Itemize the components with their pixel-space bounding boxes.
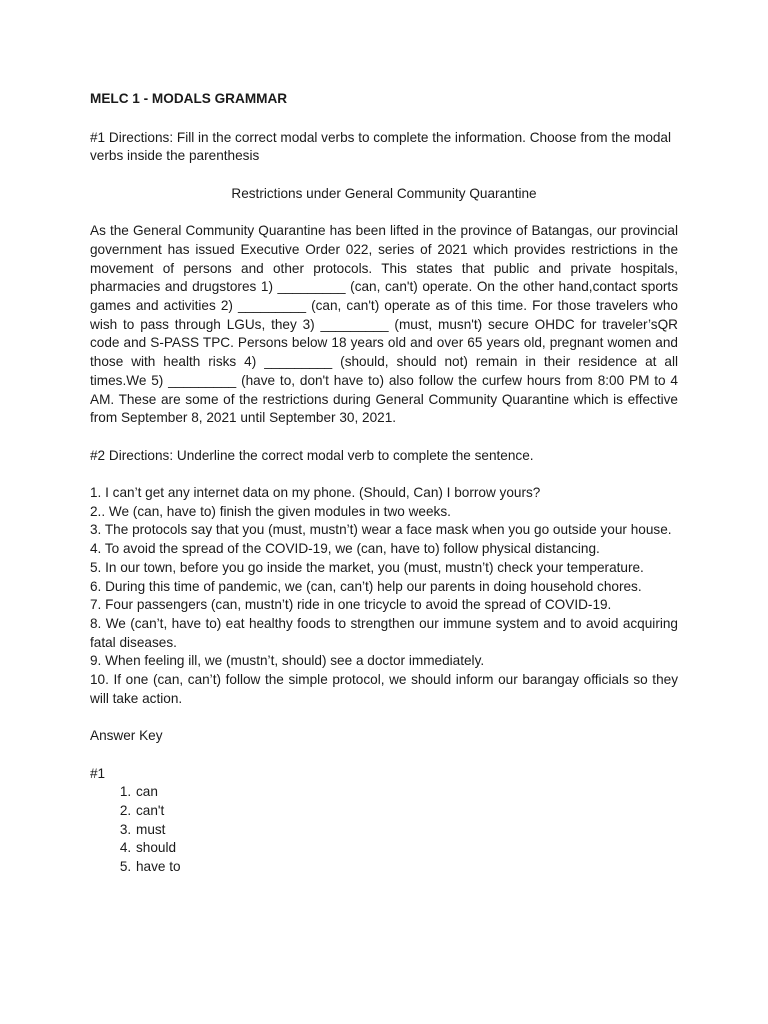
- part2-directions: #2 Directions: Underline the correct modal verb to complete the sentence.: [90, 447, 534, 463]
- answer-item: 5. have to: [135, 858, 678, 877]
- passage-title: Restrictions under General Community Quarantine: [231, 185, 537, 201]
- list-item: 4. To avoid the spread of the COVID-19, we (can, have to) follow physical distancing.: [90, 541, 600, 557]
- list-item: 10. If one (can, can’t) follow the simple protocol, we should inform our barangay officials so they will take action.: [90, 672, 678, 706]
- list-item: 1. I can’t get any internet data on my phone. (Should, Can) I borrow yours?: [90, 484, 541, 500]
- answer-item: 2. can't: [135, 802, 678, 821]
- list-item: 2.. We (can, have to) finish the given modules in two weeks.: [90, 503, 451, 519]
- answer-item: 1. can: [135, 783, 678, 802]
- passage-text: As the General Community Quarantine has been lifted in the province of Batangas, our provincial government has issued Executive Order 022, series of 2021 which provides restrictions in the movement of persons and other protocols. This states that public and private hospitals, pharmacies and drugstores 1) _________ (can, can't) operate. On the other hand,contact sports games and activities 2) _________ (can, can't) operate as of this time. For those travelers who wish to pass through LGUs, they 3) _________ (must, musn't) secure OHDC for traveler’sQR code and S-PASS TPC. Persons below 18 years old and over 65 years old, pregnant women and those with health risks 4) _________ (should, should not) remain in their residence at all times.We 5) _________ (have to, don't have to) also follow the curfew hours from 8:00 PM to 4 AM. These are some of the restrictions during General Community Quarantine which is effective from September 8, 2021 until September 30, 2021.: [90, 223, 678, 426]
- answer-list: [90, 783, 678, 877]
- answer-item: 3. must: [135, 821, 678, 840]
- answer-item: 4. should: [135, 839, 678, 858]
- part2-items: [90, 484, 678, 708]
- list-item: 9. When feeling ill, we (mustn’t, should) see a doctor immediately.: [90, 653, 485, 669]
- list-item: 6. During this time of pandemic, we (can, can’t) help our parents in doing household chores.: [90, 578, 642, 594]
- list-item: 7. Four passengers (can, mustn’t) ride in one tricycle to avoid the spread of COVID-19.: [90, 597, 612, 613]
- part1-directions: #1 Directions: Fill in the correct modal verbs to complete the information. Choose from the modal verbs inside the parenthesis: [90, 129, 672, 164]
- answer-key-section-label: #1: [90, 765, 106, 781]
- document-title: MELC 1 - MODALS GRAMMAR: [90, 91, 288, 106]
- list-item: 8. We (can’t, have to) eat healthy foods to strengthen our immune system and to avoid acquiring fatal diseases.: [90, 615, 678, 650]
- document-page: [90, 90, 678, 877]
- list-item: 5. In our town, before you go inside the market, you (must, mustn’t) check your temperature.: [90, 559, 644, 575]
- list-item: 3. The protocols say that you (must, mustn’t) wear a face mask when you go outside your house.: [90, 522, 672, 538]
- answer-key-title: Answer Key: [90, 728, 163, 744]
